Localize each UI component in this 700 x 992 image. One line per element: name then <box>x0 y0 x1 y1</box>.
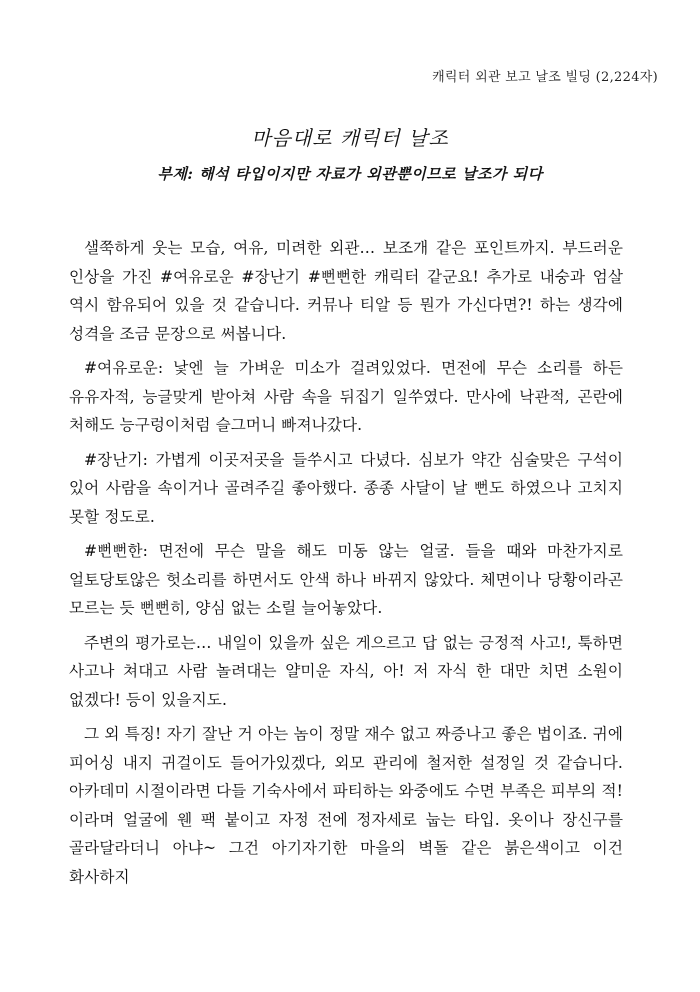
running-header: 캐릭터 외관 보고 날조 빌딩 (2,224자) <box>432 70 658 85</box>
document-subtitle: 부제: 해석 타입이지만 자료가 외관뿐이므로 날조가 되다 <box>157 165 543 183</box>
paragraph-other-traits: 그 외 특징! 자기 잘난 거 아는 놈이 정말 재수 없고 짜증나고 좋은 법이죠. 귀에 피어싱 내지 귀걸이도 들어가있겠다, 외모 관리에 철저한 설정일 것 같습니다. 아카데미 시절이라면 다들 기숙사에서 파티하는 와중에도 수면 부족은 피부의 적! 이라며 얼굴에 웬 팩 붙이고 자정 전에 정자세로 눕는 타입. 옷이나 장신구를 골라달라더니 아냐~ 그건 아기자기한 마을의 벽돌 같은 붉은색이고 이건 화사하지 <box>69 725 623 886</box>
document-title: 마음대로 캐릭터 날조 <box>251 126 449 150</box>
paragraph-reputation: 주변의 평가로는… 내일이 있을까 싶은 게으르고 답 없는 긍정적 사고!, 툭하면 사고나 쳐대고 사람 놀려대는 얄미운 자식, 아! 저 자식 한 대만 치면 소원이 없겠다! 등이 있을지도. <box>69 633 623 709</box>
paragraph-shameless: #뻔뻔한: 면전에 무슨 말을 해도 미동 않는 얼굴. 들을 때와 마찬가지로 얼토당토않은 헛소리를 하면서도 안색 하나 바뀌지 않았다. 체면이나 당황이라곤 모르는 듯 뻔뻔히, 양심 없는 소릴 늘어놓았다. <box>69 542 623 617</box>
paragraph-playful: #장난기: 가볍게 이곳저곳을 들쑤시고 다녔다. 심보가 약간 심술맞은 구석이 있어 사람을 속이거나 골려주길 좋아했다. 종종 사달이 날 뻔도 하였으나 고치지 못할 정도로. <box>69 450 623 526</box>
body-text <box>69 234 623 897</box>
paragraph-intro: 샐쭉하게 웃는 모습, 여유, 미려한 외관… 보조개 같은 포인트까지. 부드러운 인상을 가진 #여유로운 #장난기 #뻔뻔한 캐릭터 같군요! 추가로 내숭과 엄살 역시 함유되어 있을 것 같습니다. 커뮤나 티알 등 뭔가 가신다면?! 하는 생각에 성격을 조금 문장으로 써봅니다. <box>69 239 623 343</box>
paragraph-relaxed: #여유로운: 낯엔 늘 가벼운 미소가 걸려있었다. 면전에 무슨 소리를 하든 유유자적, 능글맞게 받아쳐 사람 속을 뒤집기 일쑤였다. 만사에 낙관적, 곤란에 처해도 능구렁이처럼 슬그머니 빠져나갔다. <box>69 359 623 434</box>
